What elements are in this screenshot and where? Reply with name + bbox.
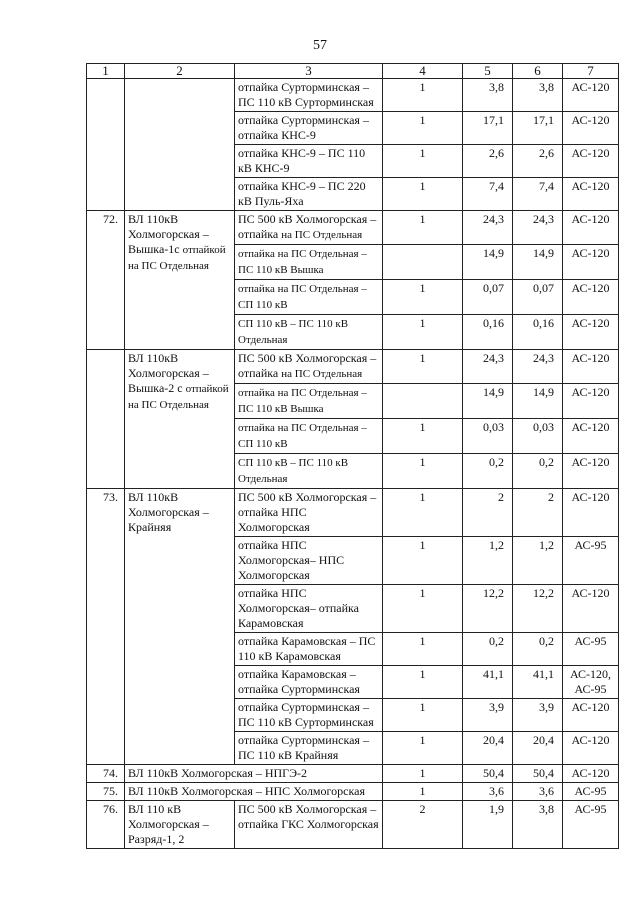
segment-text-small: СП 110 кВ – ПС 110 кВ Отдельная bbox=[238, 318, 349, 346]
segment-name bbox=[235, 732, 383, 765]
line-name: ВЛ 110кВ Холмогорская – НПС Холмогорская bbox=[125, 783, 383, 801]
circuits-count: 1 bbox=[383, 211, 463, 245]
length-route: 3,6 bbox=[463, 783, 513, 801]
table-row bbox=[87, 211, 619, 245]
circuits-count: 1 bbox=[383, 280, 463, 315]
table-row bbox=[87, 79, 619, 112]
row-number bbox=[87, 79, 125, 211]
segment-name: ПС 500 кВ Холмогорская – отпайка ГКС Холмогорская bbox=[235, 801, 383, 849]
row-number: 73. bbox=[87, 489, 125, 765]
wire-grade: АС-120, АС-95 bbox=[563, 666, 619, 699]
table-row bbox=[87, 765, 619, 783]
line-name-text: ВЛ 110кВ Холмогорская – Вышка-1с bbox=[128, 212, 209, 256]
segment-text: отпайка Карамовская – ПС 110 кВ Карамовская bbox=[238, 634, 376, 663]
line-name: ВЛ 110 кВ Холмогорская – Разряд-1, 2 bbox=[125, 801, 235, 849]
circuits-count: 1 bbox=[383, 765, 463, 783]
length-circuit: 20,4 bbox=[513, 732, 563, 765]
segment-name bbox=[235, 350, 383, 384]
length-circuit: 0,07 bbox=[513, 280, 563, 315]
circuits-count: 1 bbox=[383, 699, 463, 732]
segment-text-small: отпайка на ПС Отдельная – ПС 110 кВ Вышка bbox=[238, 248, 367, 276]
circuits-count: 1 bbox=[383, 315, 463, 350]
wire-grade: АС-95 bbox=[563, 537, 619, 585]
wire-grade: АС-120 bbox=[563, 732, 619, 765]
wire-grade: АС-120 bbox=[563, 419, 619, 454]
line-name-branch: отпайкой на ПС Отдельная bbox=[128, 383, 229, 411]
length-route: 7,4 bbox=[463, 178, 513, 211]
length-route: 14,9 bbox=[463, 245, 513, 280]
wire-grade: АС-120 bbox=[563, 315, 619, 350]
segment-name bbox=[235, 280, 383, 315]
line-name bbox=[125, 211, 235, 350]
row-number: 72. bbox=[87, 211, 125, 350]
line-name bbox=[125, 350, 235, 489]
segment-name bbox=[235, 633, 383, 666]
segment-text: ПС 500 кВ Холмогорская – отпайка bbox=[238, 351, 377, 380]
length-circuit: 0,03 bbox=[513, 419, 563, 454]
length-route: 0,2 bbox=[463, 454, 513, 489]
length-circuit: 41,1 bbox=[513, 666, 563, 699]
header-cell: 1 bbox=[87, 64, 125, 79]
length-route: 0,03 bbox=[463, 419, 513, 454]
length-circuit: 14,9 bbox=[513, 245, 563, 280]
row-number: 76. bbox=[87, 801, 125, 849]
length-route: 17,1 bbox=[463, 112, 513, 145]
length-route: 50,4 bbox=[463, 765, 513, 783]
wire-grade: АС-120 bbox=[563, 699, 619, 732]
segment-name bbox=[235, 112, 383, 145]
length-route: 3,8 bbox=[463, 79, 513, 112]
length-route: 20,4 bbox=[463, 732, 513, 765]
segment-name bbox=[235, 315, 383, 350]
circuits-count: 1 bbox=[383, 633, 463, 666]
wire-grade: АС-120 bbox=[563, 384, 619, 419]
wire-grade: АС-120 bbox=[563, 454, 619, 489]
length-circuit: 3,8 bbox=[513, 79, 563, 112]
circuits-count bbox=[383, 384, 463, 419]
length-route: 12,2 bbox=[463, 585, 513, 633]
segment-name bbox=[235, 145, 383, 178]
table-row bbox=[87, 489, 619, 537]
header-cell: 3 bbox=[235, 64, 383, 79]
segment-name bbox=[235, 79, 383, 112]
power-lines-table bbox=[86, 63, 619, 849]
length-circuit: 3,9 bbox=[513, 699, 563, 732]
wire-grade: АС-120 bbox=[563, 245, 619, 280]
header-cell: 2 bbox=[125, 64, 235, 79]
length-circuit: 3,8 bbox=[513, 801, 563, 849]
length-circuit: 14,9 bbox=[513, 384, 563, 419]
length-route: 0,07 bbox=[463, 280, 513, 315]
segment-name bbox=[235, 419, 383, 454]
circuits-count: 1 bbox=[383, 145, 463, 178]
segment-name bbox=[235, 178, 383, 211]
segment-text-small: на ПС Отдельная bbox=[281, 368, 363, 380]
circuits-count bbox=[383, 245, 463, 280]
length-route: 41,1 bbox=[463, 666, 513, 699]
line-name-branch: отпайкой на ПС Отдельная bbox=[128, 244, 226, 272]
length-route: 1,9 bbox=[463, 801, 513, 849]
segment-text: отпайка Сурторминская – ПС 110 кВ Крайняя bbox=[238, 733, 369, 762]
wire-grade: АС-120 bbox=[563, 211, 619, 245]
segment-name bbox=[235, 384, 383, 419]
segment-text-small: отпайка на ПС Отдельная – СП 110 кВ bbox=[238, 283, 367, 311]
circuits-count: 1 bbox=[383, 79, 463, 112]
circuits-count: 1 bbox=[383, 732, 463, 765]
line-name: ВЛ 110кВ Холмогорская – НПГЭ-2 bbox=[125, 765, 383, 783]
wire-grade: АС-95 bbox=[563, 633, 619, 666]
length-route: 2,6 bbox=[463, 145, 513, 178]
segment-text-small: отпайка на ПС Отдельная – ПС 110 кВ Вышка bbox=[238, 387, 367, 415]
segment-name bbox=[235, 489, 383, 537]
segment-text: ПС 500 кВ Холмогорская – отпайка НПС Холмогорская bbox=[238, 490, 377, 534]
line-name-text: ВЛ 110кВ Холмогорская – Крайняя bbox=[128, 490, 209, 534]
segment-name bbox=[235, 245, 383, 280]
segment-text: отпайка КНС-9 – ПС 220 кВ Пуль-Яха bbox=[238, 179, 366, 208]
segment-text: отпайка Сурторминская – ПС 110 кВ Сурторминская bbox=[238, 80, 374, 109]
length-circuit: 2,6 bbox=[513, 145, 563, 178]
segment-text: ПС 500 кВ Холмогорская – отпайка bbox=[238, 212, 377, 241]
segment-text-small: на ПС Отдельная bbox=[281, 229, 363, 241]
circuits-count: 1 bbox=[383, 783, 463, 801]
length-circuit: 1,2 bbox=[513, 537, 563, 585]
circuits-count: 1 bbox=[383, 419, 463, 454]
segment-text: отпайка КНС-9 – ПС 110 кВ КНС-9 bbox=[238, 146, 366, 175]
line-name-text: ВЛ 110кВ Холмогорская – Вышка-2 с bbox=[128, 351, 209, 395]
length-circuit: 3,6 bbox=[513, 783, 563, 801]
length-circuit: 12,2 bbox=[513, 585, 563, 633]
segment-text-small: отпайка на ПС Отдельная – СП 110 кВ bbox=[238, 422, 367, 450]
row-number: 74. bbox=[87, 765, 125, 783]
line-name bbox=[125, 489, 235, 765]
segment-text: отпайка НПС Холмогорская– НПС Холмогорская bbox=[238, 538, 345, 582]
header-cell: 4 bbox=[383, 64, 463, 79]
segment-name bbox=[235, 666, 383, 699]
circuits-count: 2 bbox=[383, 801, 463, 849]
length-route: 3,9 bbox=[463, 699, 513, 732]
line-name bbox=[125, 79, 235, 211]
wire-grade: АС-95 bbox=[563, 783, 619, 801]
length-circuit: 24,3 bbox=[513, 350, 563, 384]
length-route: 24,3 bbox=[463, 211, 513, 245]
segment-name bbox=[235, 585, 383, 633]
segment-text: отпайка Карамовская – отпайка Сурторминская bbox=[238, 667, 360, 696]
circuits-count: 1 bbox=[383, 489, 463, 537]
length-route: 2 bbox=[463, 489, 513, 537]
segment-text: отпайка НПС Холмогорская– отпайка Карамовская bbox=[238, 586, 360, 630]
wire-grade: АС-120 bbox=[563, 112, 619, 145]
wire-grade: АС-120 bbox=[563, 765, 619, 783]
length-route: 14,9 bbox=[463, 384, 513, 419]
segment-name bbox=[235, 211, 383, 245]
circuits-count: 1 bbox=[383, 537, 463, 585]
length-route: 0,2 bbox=[463, 633, 513, 666]
page-number: 57 bbox=[313, 38, 327, 53]
wire-grade: АС-120 bbox=[563, 350, 619, 384]
header-cell: 7 bbox=[563, 64, 619, 79]
header-row bbox=[87, 64, 619, 79]
length-circuit: 50,4 bbox=[513, 765, 563, 783]
wire-grade: АС-120 bbox=[563, 79, 619, 112]
wire-grade: АС-120 bbox=[563, 178, 619, 211]
length-circuit: 0,16 bbox=[513, 315, 563, 350]
circuits-count: 1 bbox=[383, 112, 463, 145]
length-route: 1,2 bbox=[463, 537, 513, 585]
circuits-count: 1 bbox=[383, 350, 463, 384]
length-circuit: 7,4 bbox=[513, 178, 563, 211]
table-row bbox=[87, 783, 619, 801]
circuits-count: 1 bbox=[383, 666, 463, 699]
segment-name bbox=[235, 454, 383, 489]
segment-text: отпайка Сурторминская – ПС 110 кВ Сурторминская bbox=[238, 700, 374, 729]
length-route: 24,3 bbox=[463, 350, 513, 384]
length-circuit: 0,2 bbox=[513, 633, 563, 666]
circuits-count: 1 bbox=[383, 178, 463, 211]
segment-name bbox=[235, 537, 383, 585]
wire-grade: АС-120 bbox=[563, 489, 619, 537]
circuits-count: 1 bbox=[383, 454, 463, 489]
circuits-count: 1 bbox=[383, 585, 463, 633]
header-cell: 6 bbox=[513, 64, 563, 79]
wire-grade: АС-120 bbox=[563, 585, 619, 633]
wire-grade: АС-120 bbox=[563, 145, 619, 178]
segment-text-small: СП 110 кВ – ПС 110 кВ Отдельная bbox=[238, 457, 349, 485]
length-circuit: 0,2 bbox=[513, 454, 563, 489]
table-row bbox=[87, 801, 619, 849]
length-circuit: 2 bbox=[513, 489, 563, 537]
length-circuit: 17,1 bbox=[513, 112, 563, 145]
length-circuit: 24,3 bbox=[513, 211, 563, 245]
row-number bbox=[87, 350, 125, 489]
wire-grade: АС-95 bbox=[563, 801, 619, 849]
segment-text: отпайка Сурторминская – отпайка КНС-9 bbox=[238, 113, 369, 142]
row-number: 75. bbox=[87, 783, 125, 801]
table-row bbox=[87, 350, 619, 384]
length-route: 0,16 bbox=[463, 315, 513, 350]
wire-grade: АС-120 bbox=[563, 280, 619, 315]
header-cell: 5 bbox=[463, 64, 513, 79]
segment-name bbox=[235, 699, 383, 732]
